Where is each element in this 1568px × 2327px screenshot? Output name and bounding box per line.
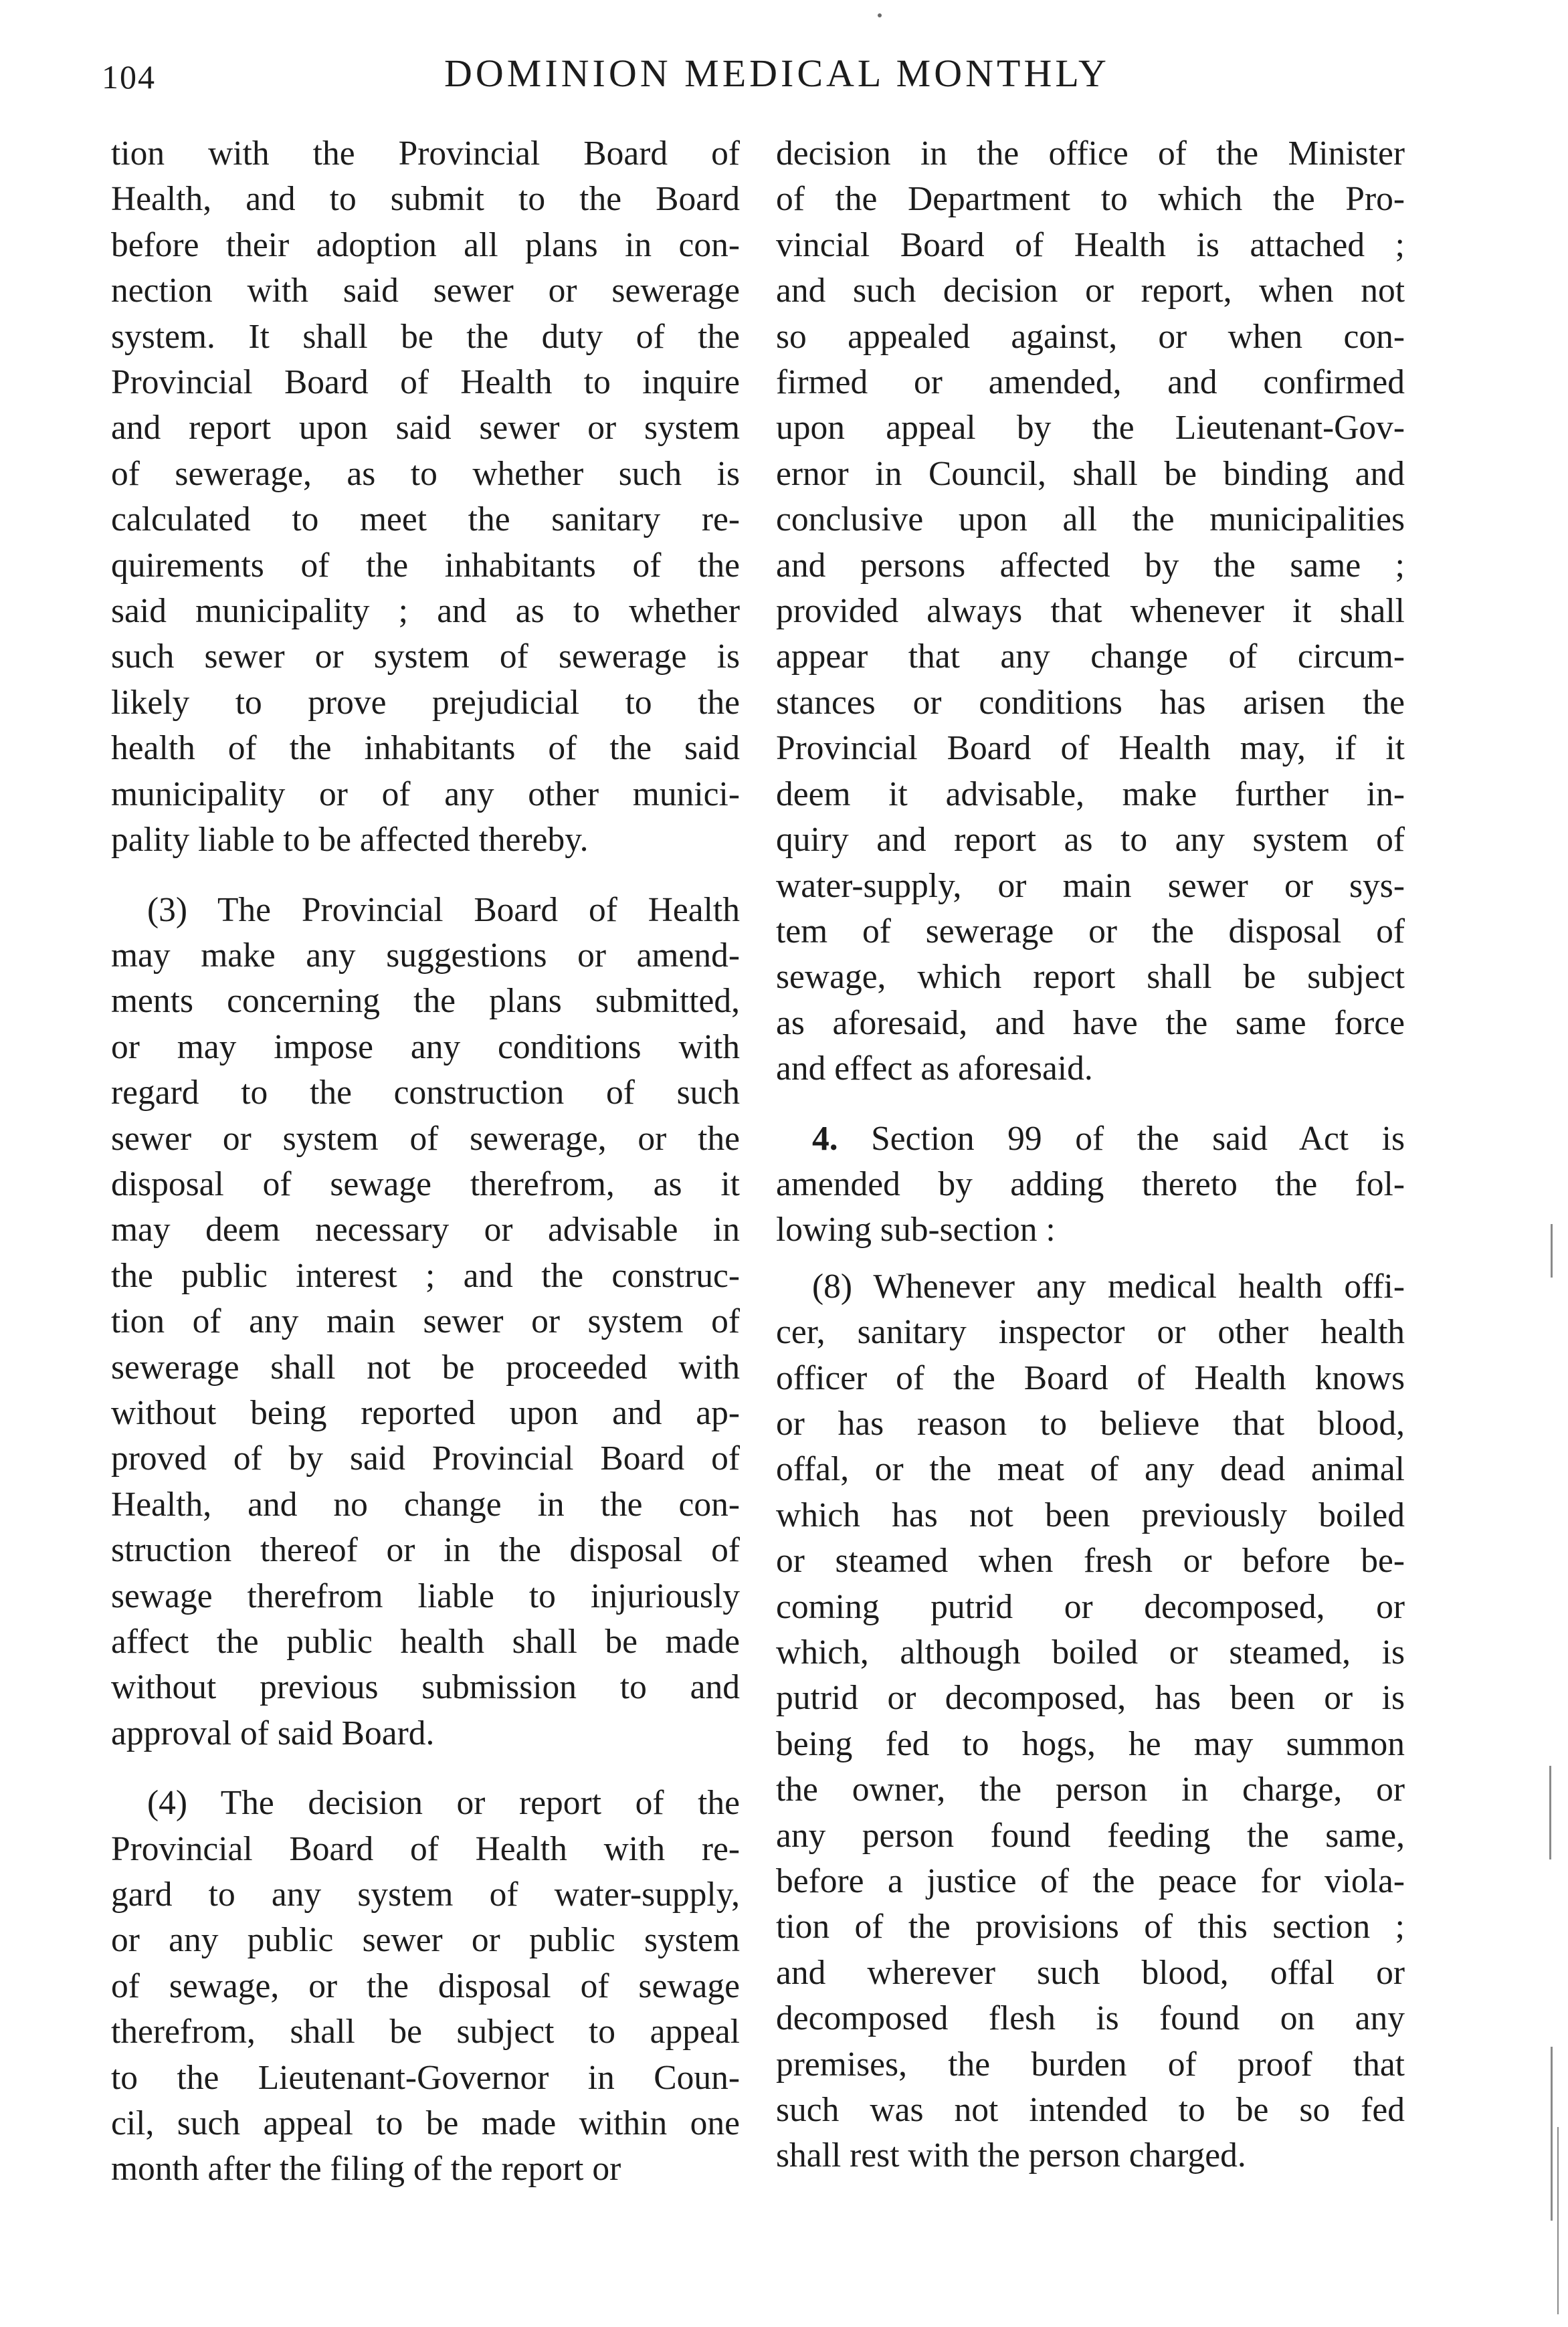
text-line: sewerage shall not be proceeded with <box>111 1348 740 1387</box>
text-line: lowing sub-section : <box>776 1211 1056 1249</box>
text-line: sewage therefrom liable to injuriously <box>111 1577 740 1615</box>
text-line: or has reason to believe that blood, <box>776 1404 1405 1443</box>
text-line: putrid or decomposed, has been or is <box>776 1679 1405 1718</box>
text-line: cer, sanitary inspector or other health <box>776 1313 1405 1352</box>
text-line: tion of any main sewer or system of <box>111 1302 740 1341</box>
text-line: tem of sewerage or the disposal of <box>776 912 1405 950</box>
text-line: premises, the burden of proof that <box>776 2045 1405 2084</box>
text-line: amended by adding thereto the fol- <box>776 1165 1405 1203</box>
text-line: appear that any change of circum- <box>776 637 1405 676</box>
text-line: quirements of the inhabitants of the <box>111 546 740 585</box>
text-line: ernor in Council, shall be binding and <box>776 454 1405 493</box>
text-line: cil, such appeal to be made within one <box>111 2104 740 2143</box>
text-line: or any public sewer or public system <box>111 1921 740 1960</box>
paragraph-continued-right <box>776 131 1405 1092</box>
text-line: without previous submission to and <box>111 1668 740 1707</box>
text-line: health of the inhabitants of the said <box>111 729 740 768</box>
text-line: and persons affected by the same ; <box>776 546 1405 585</box>
text-line: being fed to hogs, he may summon <box>776 1724 1405 1763</box>
text-line: said municipality ; and as to whether <box>111 592 740 631</box>
text-line: decision in the office of the Minister <box>776 134 1405 173</box>
page-number: 104 <box>102 58 156 96</box>
text-line: (3) The Provincial Board of Health <box>147 890 740 929</box>
text-line: Provincial Board of Health to inquire <box>111 363 740 402</box>
text-line: upon appeal by the Lieutenant-Gov- <box>776 409 1405 447</box>
scan-edge-mark <box>1549 1766 1551 1859</box>
page-header <box>0 48 1568 115</box>
text-line: which has not been previously boiled <box>776 1496 1405 1534</box>
scan-edge-mark <box>1551 2047 1553 2221</box>
text-line: so appealed against, or when con- <box>776 317 1405 356</box>
text-line: and report upon said sewer or system <box>111 409 740 447</box>
text-line: struction thereof or in the disposal of <box>111 1531 740 1570</box>
text-line: decomposed flesh is found on any <box>776 1999 1405 2038</box>
scan-edge-mark <box>1557 2127 1559 2314</box>
text-line: deem it advisable, make further in- <box>776 775 1405 813</box>
text-line: or steamed when fresh or before be- <box>776 1542 1405 1581</box>
text-line: conclusive upon all the municipalities <box>776 500 1405 539</box>
text-line: Health, and no change in the con- <box>111 1485 740 1524</box>
text-line: before their adoption all plans in con- <box>111 225 740 264</box>
text-line: to the Lieutenant-Governor in Coun- <box>111 2058 740 2097</box>
text-line: regard to the construction of such <box>111 1074 740 1112</box>
text-line: system. It shall be the duty of the <box>111 317 740 356</box>
section-intro: Section 99 of the said Act is <box>838 1119 1405 1158</box>
text-line: as aforesaid, and have the same force <box>776 1003 1405 1042</box>
text-line: shall rest with the person charged. <box>776 2136 1246 2175</box>
text-line: affect the public health shall be made <box>111 1623 740 1661</box>
text-line: and wherever such blood, offal or <box>776 1953 1405 1992</box>
text-line: (4) The decision or report of the <box>147 1784 740 1823</box>
running-title: DOMINION MEDICAL MONTHLY <box>444 52 1110 95</box>
text-line: month after the filing of the report or <box>111 2150 621 2189</box>
paragraph-continued <box>111 131 740 864</box>
text-line: which, although boiled or steamed, is <box>776 1633 1405 1672</box>
text-line: and such decision or report, when not <box>776 272 1405 310</box>
right-column <box>776 131 1405 2179</box>
text-line: calculated to meet the sanitary re- <box>111 500 740 539</box>
text-line <box>776 1116 1405 1162</box>
text-line: nection with said sewer or sewerage <box>111 272 740 310</box>
text-line: the owner, the person in charge, or <box>776 1770 1405 1809</box>
text-line: Health, and to submit to the Board <box>111 180 740 219</box>
text-line: any person found feeding the same, <box>776 1816 1405 1855</box>
scan-edge-mark <box>1551 1224 1553 1278</box>
scan-speck <box>878 13 882 17</box>
text-line: coming putrid or decomposed, or <box>776 1587 1405 1626</box>
text-line: offal, or the meat of any dead animal <box>776 1450 1405 1489</box>
paragraph-subsection-8 <box>776 1264 1405 2179</box>
text-line: or may impose any conditions with <box>111 1027 740 1066</box>
paragraph-subsection-4 <box>111 1781 740 2193</box>
text-line: may deem necessary or advisable in <box>111 1211 740 1249</box>
paragraph-section-4 <box>776 1116 1405 1253</box>
text-line: provided always that whenever it shall <box>776 592 1405 631</box>
text-line: without being reported upon and ap- <box>111 1393 740 1432</box>
left-column <box>111 131 740 2193</box>
text-line: tion of the provisions of this section ; <box>776 1908 1405 1946</box>
text-line: gard to any system of water-supply, <box>111 1876 740 1914</box>
text-line: of the Department to which the Pro- <box>776 180 1405 219</box>
text-line: before a justice of the peace for viola- <box>776 1862 1405 1901</box>
text-line: disposal of sewage therefrom, as it <box>111 1165 740 1203</box>
text-line: of sewerage, as to whether such is <box>111 454 740 493</box>
text-line: water-supply, or main sewer or sys- <box>776 866 1405 905</box>
text-line: (8) Whenever any medical health offi- <box>812 1267 1405 1306</box>
text-line: ments concerning the plans submitted, <box>111 982 740 1021</box>
text-line: approval of said Board. <box>111 1714 435 1752</box>
text-line: of sewage, or the disposal of sewage <box>111 1966 740 2005</box>
text-line: may make any suggestions or amend- <box>111 936 740 975</box>
text-line: proved of by said Provincial Board of <box>111 1439 740 1478</box>
text-line: officer of the Board of Health knows <box>776 1358 1405 1397</box>
text-line: therefrom, shall be subject to appeal <box>111 2013 740 2051</box>
text-line: such sewer or system of sewerage is <box>111 637 740 676</box>
text-line: such was not intended to be so fed <box>776 2091 1405 2130</box>
section-number: 4. <box>812 1119 838 1158</box>
text-line: the public interest ; and the construc- <box>111 1256 740 1295</box>
text-line: municipality or of any other munici- <box>111 775 740 813</box>
text-line: stances or conditions has arisen the <box>776 683 1405 722</box>
text-line: sewage, which report shall be subject <box>776 958 1405 997</box>
text-line: and effect as aforesaid. <box>776 1049 1093 1088</box>
text-line: sewer or system of sewerage, or the <box>111 1119 740 1158</box>
text-line: likely to prove prejudicial to the <box>111 683 740 722</box>
text-line: Provincial Board of Health may, if it <box>776 729 1405 768</box>
text-line: vincial Board of Health is attached ; <box>776 225 1405 264</box>
text-line: quiry and report as to any system of <box>776 821 1405 859</box>
text-line: Provincial Board of Health with re- <box>111 1829 740 1868</box>
text-line: pality liable to be affected thereby. <box>111 821 589 859</box>
text-line: firmed or amended, and confirmed <box>776 363 1405 402</box>
paragraph-subsection-3 <box>111 888 740 1757</box>
text-line: tion with the Provincial Board of <box>111 134 740 173</box>
